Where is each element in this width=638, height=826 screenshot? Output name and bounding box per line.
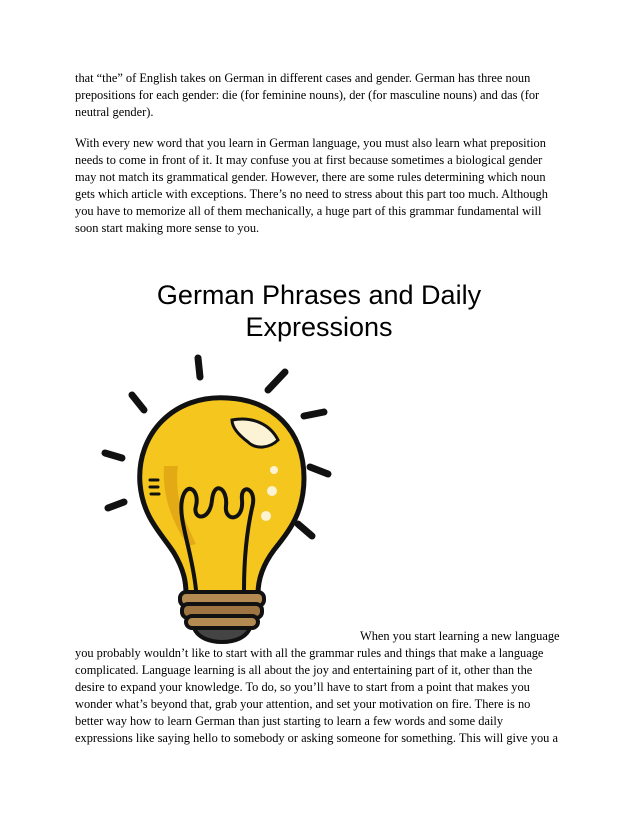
text-line: that “the” of English takes on German in different cases and gender. German has three noun [75, 71, 531, 85]
paragraph-new-words [75, 135, 568, 237]
text-line: desire to expand your knowledge. To do, so you’ll have to start from a point that makes you [75, 680, 530, 694]
paragraph-learning-language [75, 628, 568, 747]
text-line: soon start making more sense to you. [75, 221, 260, 235]
text-line: gets which article with exceptions. There’s no need to stress about this part too much. Although [75, 187, 548, 201]
text-line: neutral gender). [75, 105, 154, 119]
heading-line: German Phrases and Daily [156, 280, 482, 310]
text-line: may not match its grammatical gender. However, there are some rules determining which noun [75, 170, 546, 184]
text-line: you have to memorize all of them mechanically, a huge part of this grammar fundamental will [75, 204, 542, 218]
text-line: prepositions for each gender: die (for feminine nouns), der (for masculine nouns) and das (for [75, 88, 540, 102]
text-line: wonder what’s beyond that, grab your attention, and set your motivation on fire. There is no [75, 697, 531, 711]
text-line: you probably wouldn’t like to start with all the grammar rules and things that make a language [75, 646, 544, 660]
text-line: With every new word that you learn in German language, you must also learn what preposition [75, 136, 546, 150]
text-line: When you start learning a new language [360, 629, 560, 643]
paragraph-gender-prepositions [75, 70, 568, 121]
lightbulb-icon [92, 350, 342, 645]
text-line: expressions like saying hello to somebody or asking someone for something. This will give you a [75, 731, 558, 745]
section-heading [0, 279, 638, 343]
text-line: better way how to learn German than just starting to learn a few words and some daily [75, 714, 504, 728]
text-line: needs to come in front of it. It may confuse you at first because sometimes a biological gender [75, 153, 543, 167]
heading-line: Expressions [245, 312, 393, 342]
text-line: complicated. Language learning is all about the joy and entertaining part of it, other than the [75, 663, 533, 677]
